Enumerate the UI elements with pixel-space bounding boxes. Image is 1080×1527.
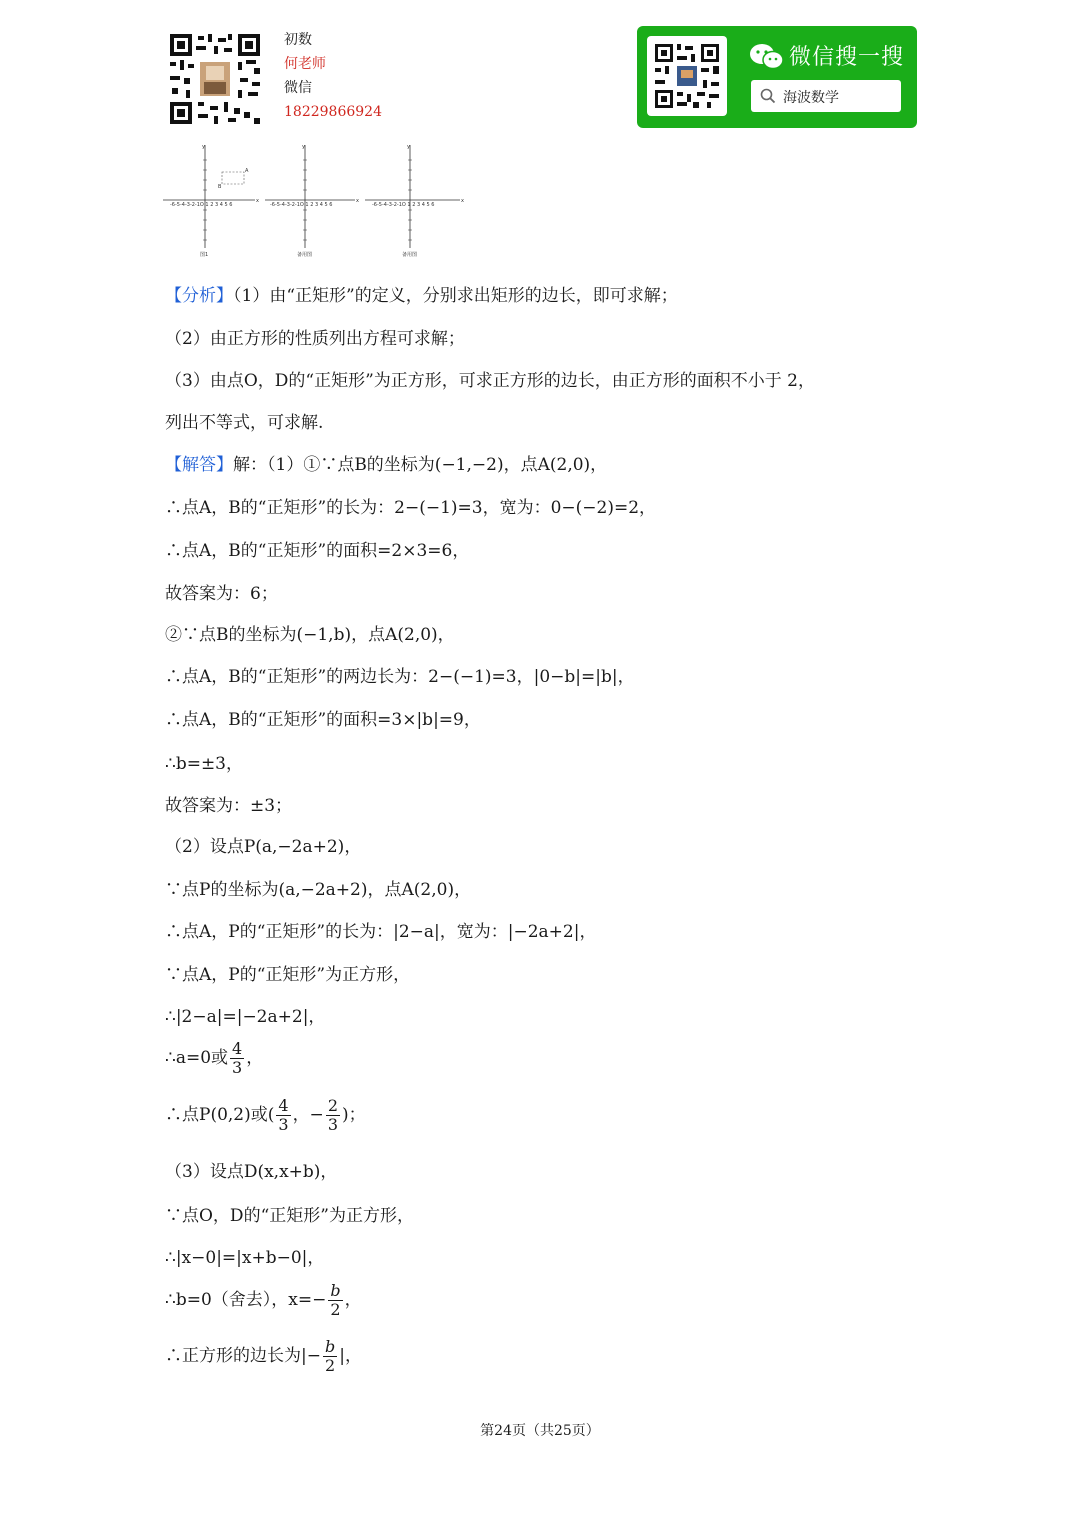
fraction-2-3 xyxy=(326,1097,340,1134)
answer-16-pre: ∴点P(0,2)或( xyxy=(165,1105,275,1125)
teacher-name: 何老师 xyxy=(284,56,326,72)
figure-3-y-label: y xyxy=(407,144,410,150)
wechat-search-box xyxy=(751,80,901,112)
answer-line-7: ∴点A，B的“正矩形”的面积=3×|b|=9， xyxy=(165,710,481,730)
answer-21-post: |， xyxy=(339,1346,362,1366)
answer-line-20 xyxy=(165,1282,362,1319)
figure-2 xyxy=(265,144,359,258)
answer-line-12: ∴点A，P的“正矩形”的长为：|2−a|，宽为：|−2a+2|， xyxy=(165,922,597,942)
answer-line-14: ∴|2−a|=|−2a+2|， xyxy=(165,1007,326,1027)
answer-line-5: ②∵点B的坐标为(−1,b)，点A(2,0)， xyxy=(165,625,455,645)
figure-3-x-ticks: -6-5-4-3-2-1O 1 2 3 4 5 6 xyxy=(372,202,435,208)
answer-20-pre: ∴b=0（舍去），x=− xyxy=(165,1290,327,1310)
figure-3-caption: 备用图 xyxy=(402,252,418,258)
answer-20-post: ， xyxy=(344,1290,362,1310)
answer-line-15 xyxy=(165,1040,263,1077)
search-icon xyxy=(760,88,776,104)
contact-info xyxy=(284,28,382,124)
answer-line-19: ∴|x−0|=|x+b−0|， xyxy=(165,1248,325,1268)
answer-16-post: )； xyxy=(342,1105,366,1125)
figure-2-caption: 备用图 xyxy=(297,252,313,258)
answer-line-2: ∴点A，B的“正矩形”的长为：2−(−1)=3，宽为：0−(−2)=2， xyxy=(165,498,657,518)
figure-2-x-ticks: -6-5-4-3-2-1O 1 2 3 4 5 6 xyxy=(270,202,333,208)
analysis-line-1 xyxy=(165,281,678,306)
figure-2-y-label: y xyxy=(302,144,305,150)
fraction-4-3-b xyxy=(276,1097,290,1134)
answer-tag: 【解答】 xyxy=(165,455,233,475)
figure-1-point-a: A xyxy=(245,168,249,174)
fraction-numerator: b xyxy=(324,1337,336,1356)
fraction-numerator: 4 xyxy=(232,1039,243,1058)
answer-line-3: ∴点A，B的“正矩形”的面积=2×3=6， xyxy=(165,541,470,561)
fraction-numerator: b xyxy=(330,1281,341,1300)
answer-21-pre: ∴正方形的边长为|− xyxy=(165,1346,321,1366)
fraction-denominator: 3 xyxy=(232,1058,243,1077)
fraction-denominator: 2 xyxy=(330,1300,341,1319)
figure-2-x-label: x xyxy=(356,198,359,204)
analysis-line-3: （3）由点O，D的“正矩形”为正方形，可求正方形的边长，由正方形的面积不小于 2， xyxy=(165,371,815,391)
fraction-denominator: 3 xyxy=(327,1115,338,1134)
answer-line-13: ∵点A，P的“正矩形”为正方形， xyxy=(165,965,411,985)
fraction-numerator: 2 xyxy=(327,1096,338,1115)
fraction-b-2 xyxy=(328,1282,342,1319)
answer-line-9: 故答案为：±3； xyxy=(165,796,293,816)
answer-line-1 xyxy=(165,450,607,475)
fraction-denominator: 2 xyxy=(325,1356,336,1375)
answer-line-4: 故答案为：6； xyxy=(165,584,278,604)
figure-1-x-ticks: -6-5-4-3-2-1O 1 2 3 4 5 6 xyxy=(170,202,233,208)
page-footer: 第24页（共25页） xyxy=(480,1423,600,1439)
figure-3 xyxy=(365,144,464,258)
figure-1 xyxy=(163,144,259,258)
phone-number: 18229866924 xyxy=(284,104,382,120)
answer-line-10: （2）设点P(a,−2a+2)， xyxy=(165,837,362,857)
wechat-search-text: 海波数学 xyxy=(783,90,839,106)
answer-text-1: 解：（1）①∵点B的坐标为(−1,−2)，点A(2,0)， xyxy=(233,455,608,475)
fraction-denominator: 3 xyxy=(278,1115,289,1134)
answer-line-18: ∵点O，D的“正矩形”为正方形， xyxy=(165,1206,414,1226)
answer-line-11: ∵点P的坐标为(a,−2a+2)，点A(2,0)， xyxy=(165,880,472,900)
figure-1-caption: 图1 xyxy=(200,252,209,258)
figure-1-point-b: B xyxy=(218,184,222,190)
fraction-4-3 xyxy=(230,1040,244,1077)
wechat-qr-code xyxy=(647,36,727,116)
analysis-text-1: （1）由“正矩形”的定义，分别求出矩形的边长，即可求解； xyxy=(233,286,678,306)
figure-1-x-label: x xyxy=(256,198,259,204)
contact-label-2: 微信 xyxy=(284,80,312,96)
answer-line-17: （3）设点D(x,x+b)， xyxy=(165,1162,338,1182)
analysis-line-4: 列出不等式，可求解. xyxy=(165,413,324,433)
coordinate-figures xyxy=(160,140,470,262)
analysis-line-2: （2）由正方形的性质列出方程可求解； xyxy=(165,329,465,349)
contact-label-1: 初数 xyxy=(284,32,312,48)
fraction-b-2-b xyxy=(323,1338,337,1375)
wechat-logo-icon xyxy=(749,42,785,72)
figure-1-y-label: y xyxy=(202,144,205,150)
answer-16-mid: ，− xyxy=(292,1105,324,1125)
answer-15-post: ， xyxy=(246,1048,264,1068)
wechat-brand-text: 微信搜一搜 xyxy=(789,45,905,70)
answer-line-6: ∴点A，B的“正矩形”的两边长为：2−(−1)=3，|0−b|=|b|， xyxy=(165,667,635,687)
qr-code xyxy=(168,32,262,126)
answer-line-16 xyxy=(165,1097,366,1134)
wechat-qr-box xyxy=(647,36,727,116)
answer-15-pre: ∴a=0或 xyxy=(165,1048,229,1068)
figure-3-x-label: x xyxy=(461,198,464,204)
analysis-tag: 【分析】 xyxy=(165,286,233,306)
answer-line-21 xyxy=(165,1338,362,1375)
fraction-numerator: 4 xyxy=(278,1096,289,1115)
answer-line-8: ∴b=±3， xyxy=(165,754,244,774)
wechat-search-banner xyxy=(637,26,917,128)
